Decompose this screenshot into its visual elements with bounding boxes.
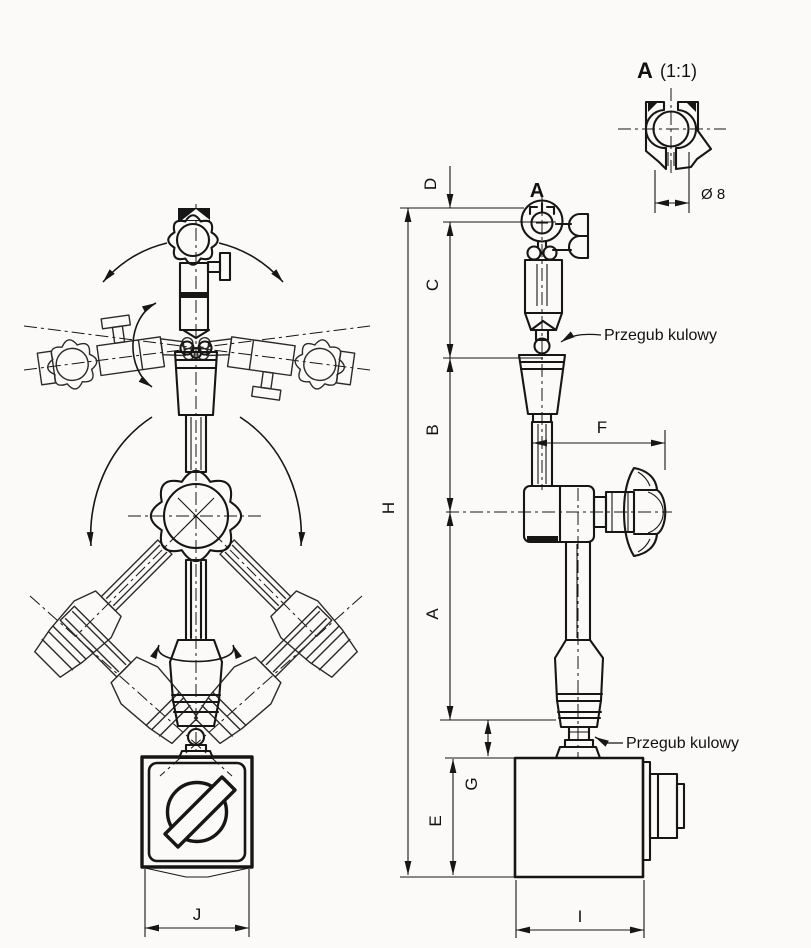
dim-label-f: F bbox=[596, 418, 608, 437]
clamp-body bbox=[525, 260, 562, 340]
dim-label-j: J bbox=[192, 905, 202, 924]
dimensions-right-view bbox=[379, 166, 665, 938]
magnet-switch-lever bbox=[165, 777, 235, 847]
clamp-cross-section bbox=[646, 102, 711, 169]
phantom-arm-left bbox=[34, 307, 197, 394]
clamp-knob bbox=[168, 215, 218, 265]
ball-joint-upper-label: Przegub kulowy bbox=[604, 327, 717, 344]
dim-label-c: C bbox=[423, 278, 442, 292]
right-view-dimensioned bbox=[379, 166, 739, 938]
upper-clamp-assembly bbox=[168, 208, 230, 358]
dim-label-diameter: Ø 8 bbox=[701, 186, 726, 203]
phantom-arm-right bbox=[193, 323, 356, 410]
detail-scale: (1:1) bbox=[660, 61, 698, 81]
detail-marker: A bbox=[637, 58, 653, 83]
lower-grip-cone-side bbox=[555, 640, 603, 727]
center-knob bbox=[594, 468, 665, 556]
left-view-motion-diagram bbox=[24, 204, 370, 937]
center-clamp-block bbox=[524, 486, 594, 542]
dim-label-d: D bbox=[421, 177, 440, 191]
swing-arrow-mid-right bbox=[240, 417, 301, 546]
swing-arrow-mid-left bbox=[91, 417, 152, 546]
rotation-arrow-upper-joint bbox=[133, 303, 156, 387]
ball-joint-lower-label: Przegub kulowy bbox=[626, 735, 739, 752]
swing-arrow-top-left bbox=[103, 243, 167, 282]
dim-label-b: B bbox=[423, 424, 442, 436]
ball-joint-callout-lower bbox=[595, 735, 739, 752]
section-marker-a: A bbox=[529, 180, 545, 202]
side-bolt-stem bbox=[208, 262, 220, 272]
side-bolt-knob bbox=[220, 253, 230, 280]
dim-label-h: H bbox=[379, 501, 398, 515]
dim-label-i: I bbox=[577, 907, 583, 926]
centerlines bbox=[24, 204, 370, 776]
swing-arrow-top-right bbox=[219, 243, 283, 282]
magnetic-base-side bbox=[515, 758, 684, 877]
ball-joint-callout-upper bbox=[561, 327, 717, 344]
clamp-side-knob bbox=[553, 214, 588, 258]
dimension-J bbox=[145, 869, 249, 937]
dim-label-e: E bbox=[426, 815, 445, 827]
dim-label-g: G bbox=[462, 777, 481, 791]
detail-view-a bbox=[618, 58, 726, 213]
base-switch-boss bbox=[650, 774, 677, 838]
magnetic-base-front bbox=[142, 757, 252, 877]
dim-label-a: A bbox=[423, 608, 442, 620]
